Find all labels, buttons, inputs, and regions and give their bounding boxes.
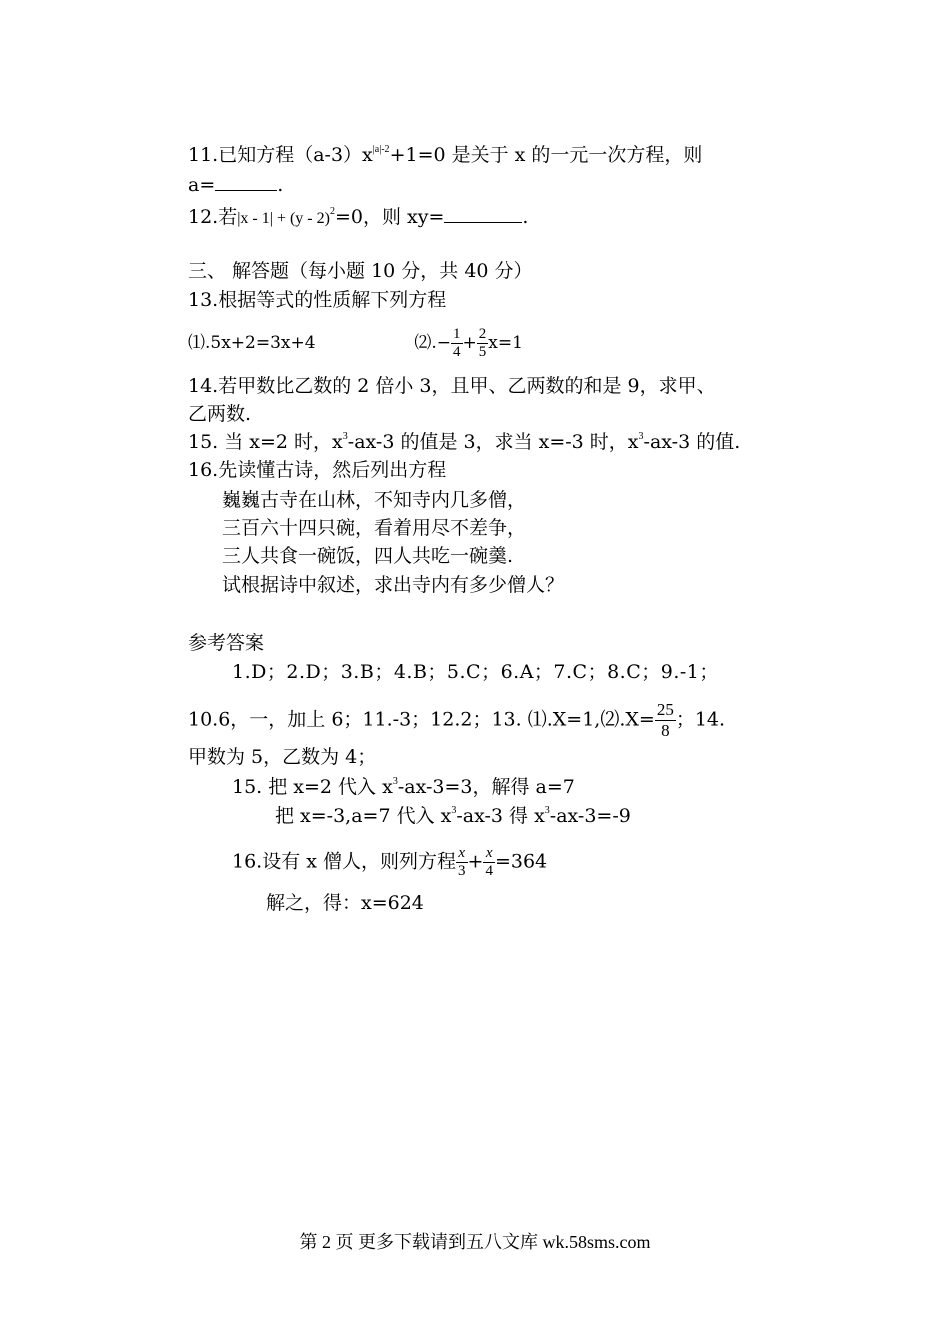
answer-blank [444,204,522,223]
question-13-title: 13.根据等式的性质解下列方程 [188,289,447,311]
formula: |x - 1| + (y - 2) [237,210,330,227]
answers-row: 1.D；2.D；3.B；4.B；5.C；6.A；7.C；8.C；9.-1； [232,661,719,683]
poem-line: 三人共食一碗饭，四人共吃一碗羹. [222,545,514,567]
answers-row: 10.6，一，加上 6；11.-3；12.2；13. ⑴.X=1,⑵.X= $\frac{25}{8}$ ；14. [188,700,726,740]
poem-line: 试根据诗中叙述，求出寺内有多少僧人？ [222,574,565,596]
answer-15-line1: 15. 把 x=2 代入 $x^3-ax-3=3$，解得 a=7 [232,776,575,798]
answer-16-solution: 解之，得：x=624 [266,892,424,914]
poem-line: 三百六十四只碗，看着用尽不差争， [222,517,527,539]
question-11-line2: a= . [188,174,284,196]
question-13-parts [188,326,523,361]
fraction: $\frac{2}{5}$ [478,326,487,360]
page-footer: 第 2 页 更多下载请到五八文库 wk.58sms.com [299,1232,651,1252]
fraction: $\frac{25}{8}$ [656,700,674,740]
answer-blank [215,172,277,191]
answers-title: 参考答案 [188,632,265,654]
fraction: $\frac{x}{4}$ [485,845,493,879]
poem-line: 巍巍古寺在山林，不知寺内几多僧， [222,489,527,511]
exponent: |a|-2 [372,144,390,155]
question-16-title: 16.先读懂古诗，然后列出方程 [188,459,447,481]
fraction: $\frac{x}{3}$ [458,845,466,879]
question-12: 12.若|x - 1| + (y - 2)$^2$=0，则 xy= . [188,206,529,228]
question-11: 11.已知方程$(a-3)x^{|a|-2}+1=0$ 是关于 x 的一元一次方程，则 [188,144,703,166]
answer-15-line2: 把 x=-3,a=7 代入 $x^3-ax-3$ 得 $x^3-ax-3=-9$ [275,805,631,827]
question-15: 15. 当 x=2 时，$x^3-ax-3$ 的值是 3，求当 x=-3 时，$x^3-ax-3$ 的值. [188,431,741,453]
answers-row: 甲数为 5，乙数为 4； [188,746,377,768]
answer-16: 16.设有 x 僧人，则列方程 $\frac{x}{3}$ + $\frac{x}{4}$ =364 [232,845,548,879]
fraction: $\frac{1}{4}$ [453,326,461,360]
part-1: ⑴.5x+2=3x+4 [188,333,316,353]
part-2: ⑵.− $\frac{1}{4}$ + $\frac{2}{5}$ x=1 [414,326,523,360]
section-heading: 三、 解答题（每小题 10 分，共 40 分） [188,260,533,282]
question-14: 14.若甲数比乙数的 2 倍小 3，且甲、乙两数的和是 9，求甲、 [188,375,716,397]
question-14-line2: 乙两数. [188,403,252,425]
